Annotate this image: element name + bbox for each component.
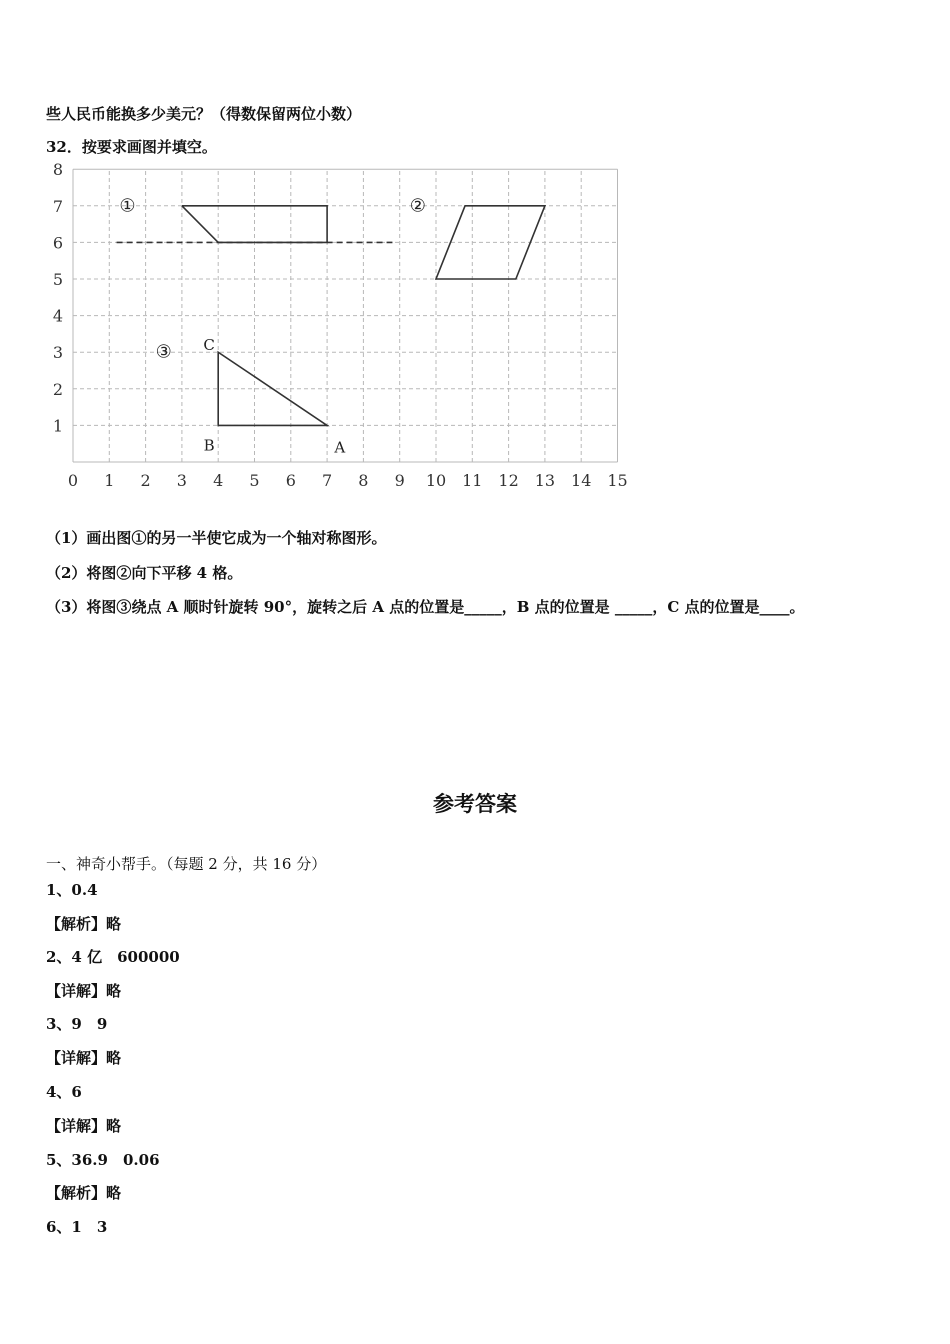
answer-line: 【解析】略 [46, 915, 122, 933]
answers-title: 参考答案 [433, 791, 517, 816]
sub-question-2: （2）将图②向下平移 4 格。 [46, 564, 243, 582]
sub-question-1: （1）画出图①的另一半使它成为一个轴对称图形。 [46, 529, 387, 547]
answer-line: 3、9 9 [46, 1015, 108, 1033]
x-tick-label: 12 [498, 471, 519, 490]
y-tick-label: 5 [52, 270, 64, 289]
sub-question-3: （3）将图③绕点 A 顺时针旋转 90°，旋转之后 A 点的位置是_____，B 点的位置是 _____，C 点的位置是____。 [46, 598, 805, 616]
x-tick-label: 10 [425, 471, 447, 490]
answer-line: 6、1 3 [46, 1218, 108, 1236]
answer-line: 【详解】略 [46, 1049, 122, 1067]
x-tick-label: 13 [534, 471, 556, 490]
question-32-stem: 32．按要求画图并填空。 [46, 138, 217, 156]
x-tick-label: 1 [104, 471, 115, 490]
x-tick-label: 14 [571, 471, 592, 490]
x-tick-label: 0 [67, 471, 79, 490]
marker-2-label: ② [409, 195, 426, 217]
y-tick-label: 4 [52, 306, 64, 326]
x-tick-label: 4 [213, 471, 224, 490]
marker-3-label: ③ [155, 341, 172, 363]
point-a-label: A [334, 438, 346, 457]
answer-line: 1、0.4 [46, 881, 98, 899]
answer-line: 4、6 [46, 1083, 82, 1101]
continued-question-text: 些人民币能换多少美元？（得数保留两位小数） [46, 105, 362, 123]
y-axis-tick-labels [53, 160, 63, 435]
point-c-label: C [203, 335, 215, 354]
x-tick-label: 15 [607, 471, 628, 490]
y-tick-label: 6 [52, 233, 64, 253]
y-tick-label: 7 [52, 196, 64, 216]
x-tick-label: 5 [249, 471, 260, 490]
y-tick-label: 2 [52, 379, 64, 399]
x-tick-label: 2 [140, 471, 151, 490]
point-b-label: B [203, 436, 215, 455]
y-tick-label: 3 [52, 343, 64, 363]
x-tick-label: 9 [394, 471, 405, 490]
figure-labels [119, 195, 426, 456]
x-tick-label: 8 [358, 471, 369, 490]
x-tick-label: 11 [462, 471, 483, 490]
answer-line: 【详解】略 [46, 982, 122, 1000]
grid-lines [73, 169, 618, 462]
y-tick-label: 8 [52, 160, 64, 180]
coordinate-grid-figure [40, 160, 640, 496]
x-tick-label: 6 [285, 471, 296, 490]
answer-line: 2、4 亿 600000 [46, 948, 180, 966]
x-tick-label: 7 [322, 471, 333, 490]
marker-1-label: ① [119, 195, 136, 217]
answers-section-heading: 一、神奇小帮手。（每题 2 分，共 16 分） [46, 855, 327, 873]
answer-line: 5、36.9 0.06 [46, 1151, 160, 1169]
answer-line: 【解析】略 [46, 1184, 122, 1202]
x-tick-label: 3 [176, 471, 187, 490]
answer-line: 【详解】略 [46, 1117, 122, 1135]
y-tick-label: 1 [52, 416, 64, 436]
x-axis-tick-labels [68, 471, 628, 490]
